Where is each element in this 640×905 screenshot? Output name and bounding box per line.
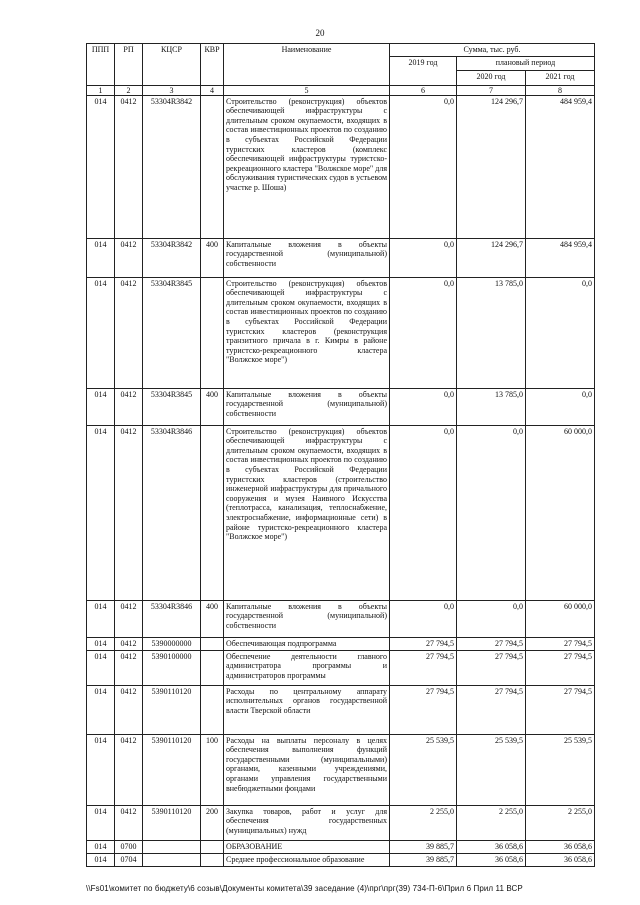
cell-rp: 0412 bbox=[115, 388, 143, 425]
column-number: 2 bbox=[115, 85, 143, 95]
table-row bbox=[87, 840, 595, 853]
cell-v2019: 0,0 bbox=[390, 238, 457, 277]
cell-kcsr: 53304R3845 bbox=[143, 388, 201, 425]
cell-v2021: 27 794,5 bbox=[526, 637, 595, 650]
cell-v2021: 0,0 bbox=[526, 277, 595, 388]
cell-v2021: 60 000,0 bbox=[526, 425, 595, 600]
cell-name: Расходы на выплаты персоналу в целях обеспечения выполнения функций государственными (муниципальными) органами, казенными учреждениями, органами управления государственными внебюджетными фондами bbox=[224, 734, 390, 805]
cell-v2020: 0,0 bbox=[457, 600, 526, 637]
cell-rp: 0412 bbox=[115, 685, 143, 734]
cell-v2021: 25 539,5 bbox=[526, 734, 595, 805]
cell-v2019: 39 885,7 bbox=[390, 840, 457, 853]
cell-kcsr bbox=[143, 853, 201, 866]
cell-v2021: 36 058,6 bbox=[526, 853, 595, 866]
cell-v2020: 25 539,5 bbox=[457, 734, 526, 805]
header-kcsr: КЦСР bbox=[143, 44, 201, 86]
column-number: 5 bbox=[224, 85, 390, 95]
cell-ppp: 014 bbox=[87, 685, 115, 734]
cell-v2020: 36 058,6 bbox=[457, 840, 526, 853]
table-row bbox=[87, 238, 595, 277]
cell-v2019: 0,0 bbox=[390, 600, 457, 637]
column-number: 8 bbox=[526, 85, 595, 95]
cell-ppp: 014 bbox=[87, 853, 115, 866]
column-number: 1 bbox=[87, 85, 115, 95]
table-row bbox=[87, 650, 595, 685]
cell-v2021: 484 959,4 bbox=[526, 95, 595, 238]
cell-kvr bbox=[201, 277, 224, 388]
cell-v2021: 0,0 bbox=[526, 388, 595, 425]
cell-kcsr: 53304R3842 bbox=[143, 95, 201, 238]
cell-name: Обеспечение деятельности главного администратора программы и администраторов программы bbox=[224, 650, 390, 685]
column-number: 3 bbox=[143, 85, 201, 95]
cell-name: Строительство (реконструкция) объектов обеспечивающей инфраструктуры с длительным сроком окупаемости, входящих в состав инвестиционных проектов по созданию в субъектах Российской Федерации туристских кластеров (строительство инженерной инфраструктуры для причального сооружения и музея Наивного Искусства (теплотрасса, канализация, теплоснабжение, электроснабжение, информационные сети) в районе туристско-рекреационного кластера "Волжское море") bbox=[224, 425, 390, 600]
cell-v2020: 27 794,5 bbox=[457, 650, 526, 685]
table-row bbox=[87, 600, 595, 637]
cell-v2020: 124 296,7 bbox=[457, 238, 526, 277]
cell-ppp: 014 bbox=[87, 388, 115, 425]
footer-file-path: \\Fs01\комитет по бюджету\6 созыв\Документы комитета\39 заседание (4)\прг\прг(39) 734-П-6\Прил 6 Прил 11 ВСР bbox=[86, 884, 523, 893]
table-row bbox=[87, 685, 595, 734]
cell-kcsr bbox=[143, 840, 201, 853]
cell-v2020: 124 296,7 bbox=[457, 95, 526, 238]
header-name: Наименование bbox=[224, 44, 390, 86]
cell-kvr: 400 bbox=[201, 238, 224, 277]
cell-name: Среднее профессиональное образование bbox=[224, 853, 390, 866]
cell-ppp: 014 bbox=[87, 238, 115, 277]
cell-rp: 0700 bbox=[115, 840, 143, 853]
cell-v2019: 2 255,0 bbox=[390, 805, 457, 840]
table-row bbox=[87, 734, 595, 805]
cell-kvr bbox=[201, 685, 224, 734]
cell-v2019: 0,0 bbox=[390, 388, 457, 425]
cell-kvr: 400 bbox=[201, 388, 224, 425]
table-row bbox=[87, 95, 595, 238]
cell-kcsr: 53304R3845 bbox=[143, 277, 201, 388]
cell-v2021: 60 000,0 bbox=[526, 600, 595, 637]
cell-name: Капитальные вложения в объекты государственной (муниципальной) собственности bbox=[224, 238, 390, 277]
cell-kcsr: 53304R3846 bbox=[143, 425, 201, 600]
table-row bbox=[87, 388, 595, 425]
header-ppp: ППП bbox=[87, 44, 115, 86]
cell-v2020: 27 794,5 bbox=[457, 685, 526, 734]
table-row bbox=[87, 277, 595, 388]
table-row bbox=[87, 805, 595, 840]
cell-name: Обеспечивающая подпрограмма bbox=[224, 637, 390, 650]
column-number: 6 bbox=[390, 85, 457, 95]
cell-v2021: 27 794,5 bbox=[526, 685, 595, 734]
column-number-row bbox=[87, 85, 595, 95]
cell-ppp: 014 bbox=[87, 805, 115, 840]
cell-ppp: 014 bbox=[87, 650, 115, 685]
table-row bbox=[87, 425, 595, 600]
cell-v2019: 0,0 bbox=[390, 95, 457, 238]
cell-ppp: 014 bbox=[87, 840, 115, 853]
header-2019: 2019 год bbox=[390, 56, 457, 85]
header-2021: 2021 год bbox=[526, 71, 595, 86]
cell-v2019: 27 794,5 bbox=[390, 637, 457, 650]
cell-v2021: 36 058,6 bbox=[526, 840, 595, 853]
cell-name: ОБРАЗОВАНИЕ bbox=[224, 840, 390, 853]
cell-v2020: 27 794,5 bbox=[457, 637, 526, 650]
cell-v2020: 36 058,6 bbox=[457, 853, 526, 866]
cell-ppp: 014 bbox=[87, 734, 115, 805]
cell-kcsr: 5390100000 bbox=[143, 650, 201, 685]
cell-v2021: 484 959,4 bbox=[526, 238, 595, 277]
cell-name: Капитальные вложения в объекты государственной (муниципальной) собственности bbox=[224, 388, 390, 425]
cell-kvr bbox=[201, 650, 224, 685]
cell-kcsr: 53304R3846 bbox=[143, 600, 201, 637]
cell-kvr: 400 bbox=[201, 600, 224, 637]
cell-kvr bbox=[201, 425, 224, 600]
cell-kcsr: 5390110120 bbox=[143, 734, 201, 805]
header-2020: 2020 год bbox=[457, 71, 526, 86]
cell-v2019: 39 885,7 bbox=[390, 853, 457, 866]
cell-rp: 0412 bbox=[115, 734, 143, 805]
cell-ppp: 014 bbox=[87, 95, 115, 238]
cell-name: Строительство (реконструкция) объектов обеспечивающей инфраструктуры с длительным сроком окупаемости, входящих в состав инвестиционных проектов по созданию в субъектах Российской Федерации туристских кластеров (реконструкция транзитного причала в г. Кимры в районе туристско-рекреационного кластера "Волжское море") bbox=[224, 277, 390, 388]
cell-name: Расходы по центральному аппарату исполнительных органов государственной власти Тверской области bbox=[224, 685, 390, 734]
page-number: 20 bbox=[315, 28, 325, 38]
cell-name: Закупка товаров, работ и услуг для обеспечения государственных (муниципальных) нужд bbox=[224, 805, 390, 840]
cell-kvr bbox=[201, 853, 224, 866]
cell-kvr bbox=[201, 95, 224, 238]
cell-ppp: 014 bbox=[87, 600, 115, 637]
header-plan-period: плановый период bbox=[457, 56, 595, 71]
cell-rp: 0412 bbox=[115, 238, 143, 277]
header-rp: РП bbox=[115, 44, 143, 86]
cell-kvr: 100 bbox=[201, 734, 224, 805]
cell-ppp: 014 bbox=[87, 425, 115, 600]
table-row bbox=[87, 637, 595, 650]
cell-rp: 0412 bbox=[115, 650, 143, 685]
cell-rp: 0412 bbox=[115, 600, 143, 637]
cell-v2020: 13 785,0 bbox=[457, 388, 526, 425]
header-sum: Сумма, тыс. руб. bbox=[390, 44, 595, 57]
cell-v2019: 27 794,5 bbox=[390, 650, 457, 685]
cell-v2021: 2 255,0 bbox=[526, 805, 595, 840]
cell-kcsr: 5390000000 bbox=[143, 637, 201, 650]
cell-kvr bbox=[201, 637, 224, 650]
cell-rp: 0704 bbox=[115, 853, 143, 866]
cell-kcsr: 53304R3842 bbox=[143, 238, 201, 277]
cell-kvr: 200 bbox=[201, 805, 224, 840]
cell-rp: 0412 bbox=[115, 95, 143, 238]
cell-v2019: 0,0 bbox=[390, 277, 457, 388]
cell-ppp: 014 bbox=[87, 277, 115, 388]
table-row bbox=[87, 853, 595, 866]
cell-v2019: 27 794,5 bbox=[390, 685, 457, 734]
cell-rp: 0412 bbox=[115, 805, 143, 840]
cell-rp: 0412 bbox=[115, 425, 143, 600]
column-number: 7 bbox=[457, 85, 526, 95]
header-kvr: КВР bbox=[201, 44, 224, 86]
cell-kvr bbox=[201, 840, 224, 853]
cell-v2019: 25 539,5 bbox=[390, 734, 457, 805]
budget-table bbox=[86, 43, 595, 867]
cell-v2020: 0,0 bbox=[457, 425, 526, 600]
column-number: 4 bbox=[201, 85, 224, 95]
cell-v2021: 27 794,5 bbox=[526, 650, 595, 685]
cell-kcsr: 5390110120 bbox=[143, 805, 201, 840]
cell-kcsr: 5390110120 bbox=[143, 685, 201, 734]
cell-rp: 0412 bbox=[115, 277, 143, 388]
cell-rp: 0412 bbox=[115, 637, 143, 650]
cell-v2020: 13 785,0 bbox=[457, 277, 526, 388]
cell-name: Строительство (реконструкция) объектов обеспечивающей инфраструктуры с длительным сроком окупаемости, входящих в состав инвестиционных проектов по созданию в субъектах Российской Федерации туристских кластеров (комплекс обеспечивающей инфраструктуры туристско-рекреационного кластера "Волжское море" для обслуживания туристических судов в устьевом участке р. Шоша) bbox=[224, 95, 390, 238]
cell-v2019: 0,0 bbox=[390, 425, 457, 600]
cell-v2020: 2 255,0 bbox=[457, 805, 526, 840]
cell-ppp: 014 bbox=[87, 637, 115, 650]
cell-name: Капитальные вложения в объекты государственной (муниципальной) собственности bbox=[224, 600, 390, 637]
